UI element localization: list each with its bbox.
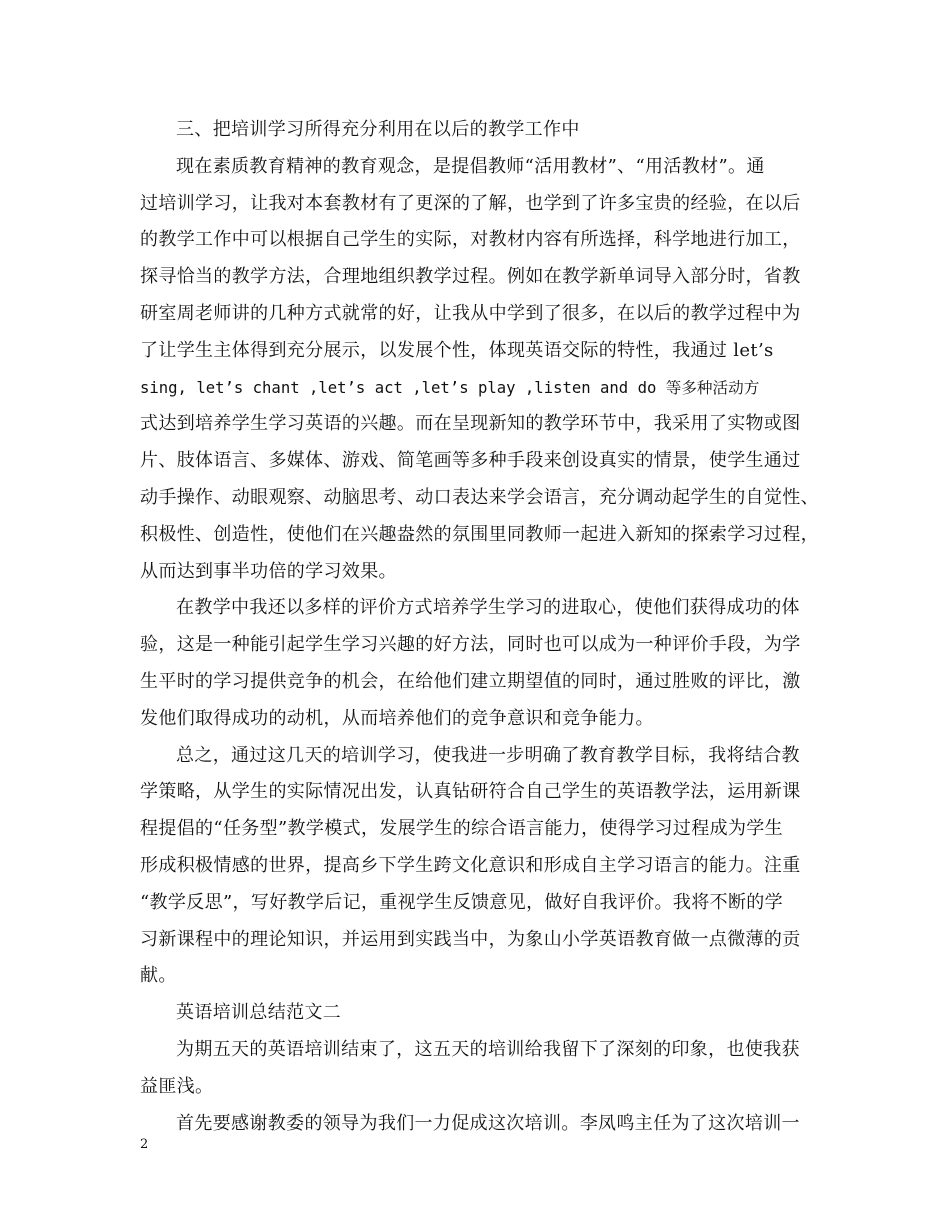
paragraph-line: 的教学工作中可以根据自己学生的实际，对教材内容有所选择，科学地进行加工，	[140, 229, 801, 251]
paragraph-line: 总之，通过这几天的培训学习，使我进一步明确了教育教学目标，我将结合教	[176, 744, 800, 766]
paragraph-line: 现在素质教育精神的教育观念，是提倡教师“活用教材”、“用活教材”。通	[176, 155, 765, 177]
paragraph-line: 发他们取得成功的动机，从而培养他们的竞争意识和竞争能力。	[140, 707, 654, 729]
paragraph-line: 形成积极情感的世界，提高乡下学生跨文化意识和形成自主学习语言的能力。注重	[140, 854, 801, 876]
paragraph-line: 片、肢体语言、多媒体、游戏、简笔画等多种手段来创设真实的情景，使学生通过	[140, 450, 801, 472]
page-number: 2	[140, 1137, 149, 1152]
paragraph-line: 程提倡的“任务型”教学模式，发展学生的综合语言能力，使得学习过程成为学生	[140, 818, 784, 840]
paragraph-line: 生平时的学习提供竞争的机会，在给他们建立期望值的同时，通过胜败的评比，激	[140, 670, 801, 692]
paragraph-line: 习新课程中的理论知识，并运用到实践当中，为象山小学英语教育做一点微薄的贡	[140, 928, 801, 950]
paragraph-line: 研室周老师讲的几种方式就常的好，让我从中学到了很多，在以后的教学过程中为	[140, 302, 801, 324]
paragraph-line: 从而达到事半功倍的学习效果。	[140, 560, 397, 582]
section-heading: 三、把培训学习所得充分利用在以后的教学工作中	[176, 119, 580, 140]
paragraph-line: 献。	[140, 965, 177, 987]
paragraph-line: 益匪浅。	[140, 1075, 214, 1097]
paragraph-line: 探寻恰当的教学方法，合理地组织教学过程。例如在教学新单词导入部分时，省教	[140, 266, 801, 288]
paragraph-line: 在教学中我还以多样的评价方式培养学生学习的进取心，使他们获得成功的体	[176, 597, 800, 619]
paragraph-line: 验，这是一种能引起学生学习兴趣的好方法，同时也可以成为一种评价手段，为学	[140, 634, 801, 656]
section-title: 英语培训总结范文二	[176, 1002, 342, 1024]
document-body	[140, 112, 819, 1142]
paragraph-line: sing, let’s chant ,let’s act ,let’s play ,listen and do 等多种活动方	[140, 378, 760, 397]
paragraph-line: 首先要感谢教委的领导为我们一力促成这次培训。李凤鸣主任为了这次培训一	[176, 1112, 800, 1134]
paragraph-line: 式达到培养学生学习英语的兴趣。而在呈现新知的教学环节中，我采用了实物或图	[140, 413, 801, 435]
paragraph-line: 学策略，从学生的实际情况出发，认真钻研符合自己学生的英语教学法，运用新课	[140, 781, 801, 803]
paragraph-line: 过培训学习，让我对本套教材有了更深的了解，也学到了许多宝贵的经验，在以后	[140, 192, 801, 214]
paragraph-line: 为期五天的英语培训结束了，这五天的培训给我留下了深刻的印象，也使我获	[176, 1038, 800, 1060]
paragraph-line: 积极性、创造性，使他们在兴趣盎然的氛围里同教师一起进入新知的探索学习过程，	[140, 523, 819, 545]
paragraph-line: 动手操作、动眼观察、动脑思考、动口表达来学会语言，充分调动起学生的自觉性、	[140, 486, 819, 508]
paragraph-line: “教学反思”，写好教学后记，重视学生反馈意见，做好自我评价。我将不断的学	[140, 891, 784, 913]
paragraph-line: 了让学生主体得到充分展示，以发展个性，体现英语交际的特性，我通过 let’s	[140, 339, 774, 361]
